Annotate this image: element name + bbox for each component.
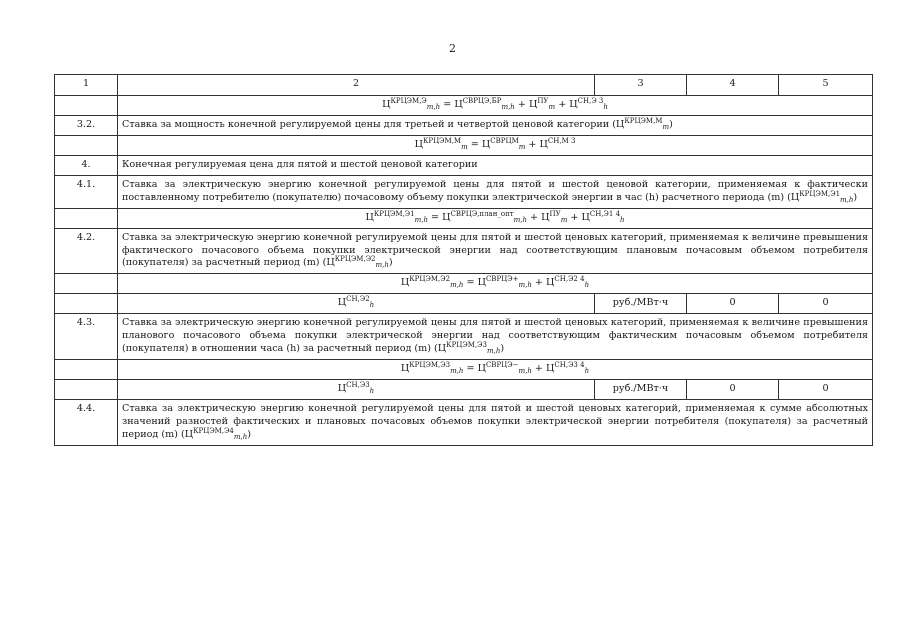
row-number: 4. — [55, 155, 118, 175]
unit-cell: руб./МВт·ч — [595, 380, 687, 400]
formula-row-4-3 — [55, 360, 873, 380]
formula-prev: $Ц^{КРЦЭМ,Э}_{m,h} = Ц^{СВРЦЭ,БР}_{m,h} + Ц^{ПУ}_m + Ц^{СН,Э 3}_h$ — [118, 96, 873, 116]
row-description: Конечная регулируемая цена для пятой и шестой ценовой категории — [118, 155, 873, 175]
formula-row-3-2 — [55, 135, 873, 155]
row-number: 4.4. — [55, 399, 118, 445]
formula-3-2: $Ц^{КРЦЭМ,М}_m = Ц^{СВРЦМ}_m + Ц^{СН,М 3}$ — [118, 135, 873, 155]
value-col-5: 0 — [779, 380, 873, 400]
formula-row-prev — [55, 96, 873, 116]
empty-cell — [55, 380, 118, 400]
empty-cell — [55, 208, 118, 228]
header-col-1: 1 — [55, 75, 118, 96]
row-number: 4.3. — [55, 314, 118, 360]
page-number: 2 — [449, 42, 456, 55]
formula-4-1: $Ц^{КРЦЭМ,Э1}_{m,h} = Ц^{СВРЦЭ,план\_опт}_{m,h} + Ц^{ПУ}_m + Ц^{СН,Э1 4}_h$ — [118, 208, 873, 228]
row-description: Ставка за электрическую энергию конечной регулируемой цены для пятой и шестой ценовых категорий, применяемая к величине превышения фактического почасового объема покупки электрической энергии над соответствующим плановым почасовым объемом потребителя (покупателя) за расчетный период (m) $(Ц^{КРЦЭМ,Э2}_{m,h})$ — [118, 228, 873, 274]
value-row-4-3 — [55, 380, 873, 400]
row-4-2 — [55, 228, 873, 274]
empty-cell — [55, 294, 118, 314]
value-col-4: 0 — [687, 380, 779, 400]
header-col-5: 5 — [779, 75, 873, 96]
formula-4-3: $Ц^{КРЦЭМ,Э3}_{m,h} = Ц^{СВРЦЭ-}_{m,h} + Ц^{СН,Э3 4}_h$ — [118, 360, 873, 380]
formula-row-4-1 — [55, 208, 873, 228]
empty-cell — [55, 96, 118, 116]
value-row-4-2 — [55, 294, 873, 314]
row-number: 3.2. — [55, 115, 118, 135]
formula-row-4-2 — [55, 274, 873, 294]
value-col-4: 0 — [687, 294, 779, 314]
row-4-3 — [55, 314, 873, 360]
row-number: 4.1. — [55, 175, 118, 208]
empty-cell — [55, 360, 118, 380]
row-description: Ставка за электрическую энергию конечной регулируемой цены для пятой и шестой ценовых категорий, применяемая к величине превышения планового почасового объема покупки электрической энергии над соответствующим фактическим почасовым объемом потребителя (покупателя) в отношении часа (h) за расчетный период (m) $(Ц^{КРЦЭМ,Э3}_{m,h})$ — [118, 314, 873, 360]
tariff-table — [54, 74, 873, 446]
row-description: Ставка за электрическую энергию конечной регулируемой цены для пятой и шестой ценовых категорий, применяемая к сумме абсолютных значений разностей фактических и плановых почасовых объемов покупки электрической энергии потребителя (покупателя) за расчетный период (m) $(Ц^{КРЦЭМ,Э4}_{m,h})$ — [118, 399, 873, 445]
empty-cell — [55, 274, 118, 294]
row-3-2 — [55, 115, 873, 135]
empty-cell — [55, 135, 118, 155]
header-row — [55, 75, 873, 96]
row-number: 4.2. — [55, 228, 118, 274]
value-col-5: 0 — [779, 294, 873, 314]
unit-cell: руб./МВт·ч — [595, 294, 687, 314]
row-4 — [55, 155, 873, 175]
header-col-2: 2 — [118, 75, 595, 96]
header-col-3: 3 — [595, 75, 687, 96]
row-4-1 — [55, 175, 873, 208]
row-description: Ставка за электрическую энергию конечной регулируемой цены для пятой и шестой ценовой категории, применяемая к фактически поставленному потребителю (покупателю) почасовому объему покупки электрической энергии в час (h) расчетного периода (m) $(Ц^{КРЦЭМ,Э1}_{m,h})$ — [118, 175, 873, 208]
row-description: Ставка за мощность конечной регулируемой цены для третьей и четвертой ценовой категории $(Ц^{КРЦЭМ,М}_m)$ — [118, 115, 873, 135]
row-4-4 — [55, 399, 873, 445]
value-label: $Ц^{СН,Э3}_h$ — [118, 380, 595, 400]
header-col-4: 4 — [687, 75, 779, 96]
formula-4-2: $Ц^{КРЦЭМ,Э2}_{m,h} = Ц^{СВРЦЭ+}_{m,h} + Ц^{СН,Э2 4}_h$ — [118, 274, 873, 294]
value-label: $Ц^{СН,Э2}_h$ — [118, 294, 595, 314]
